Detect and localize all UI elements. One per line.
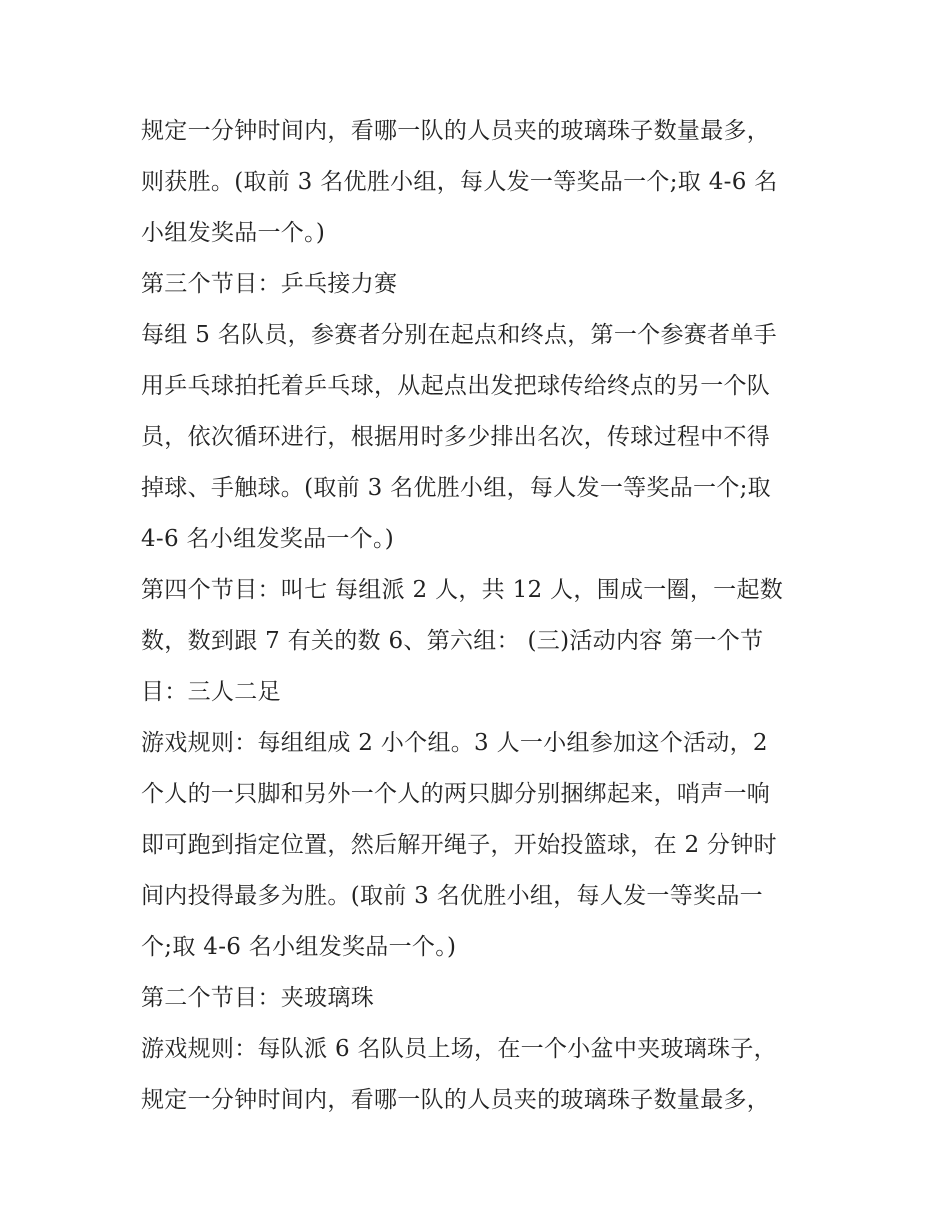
text-line: 4-6 名小组发奖品一个。) (141, 526, 395, 552)
text-line: 员，依次循环进行，根据用时多少排出名次，传球过程中不得 (141, 424, 771, 450)
text-line: 游戏规则：每组组成 2 小个组。3 人一小组参加这个活动，2 (141, 730, 768, 756)
section-heading: 第三个节目：乒乓接力赛 (141, 271, 398, 297)
text-line: 每组 5 名队员，参赛者分别在起点和终点，第一个参赛者单手 (141, 322, 777, 348)
text-line: 间内投得最多为胜。(取前 3 名优胜小组，每人发一等奖品一 (141, 883, 763, 909)
text-line: 即可跑到指定位置，然后解开绳子，开始投篮球，在 2 分钟时 (141, 832, 777, 858)
text-line: 规定一分钟时间内，看哪一队的人员夹的玻璃珠子数量最多， (141, 1087, 771, 1113)
text-line: 数，数到跟 7 有关的数 6、第六组： (三)活动内容 第一个节 (141, 628, 764, 654)
text-line: 则获胜。(取前 3 名优胜小组，每人发一等奖品一个;取 4-6 名 (141, 169, 778, 195)
text-line: 游戏规则：每队派 6 名队员上场，在一个小盆中夹玻璃珠子， (141, 1036, 777, 1062)
section-heading: 第二个节目：夹玻璃珠 (141, 985, 374, 1011)
text-line: 用乒乓球拍托着乒乓球，从起点出发把球传给终点的另一个队 (141, 373, 771, 399)
text-line: 个人的一只脚和另外一个人的两只脚分别捆绑起来，哨声一响 (141, 781, 771, 807)
text-line: 目：三人二足 (141, 679, 281, 705)
document-body (141, 106, 821, 1126)
text-line: 掉球、手触球。(取前 3 名优胜小组，每人发一等奖品一个;取 (141, 475, 771, 501)
text-line: 规定一分钟时间内，看哪一队的人员夹的玻璃珠子数量最多， (141, 118, 771, 144)
text-line: 第四个节目：叫七 每组派 2 人，共 12 人，围成一圈，一起数 (141, 577, 784, 603)
text-line: 小组发奖品一个。) (141, 220, 326, 246)
text-line: 个;取 4-6 名小组发奖品一个。) (141, 934, 457, 960)
